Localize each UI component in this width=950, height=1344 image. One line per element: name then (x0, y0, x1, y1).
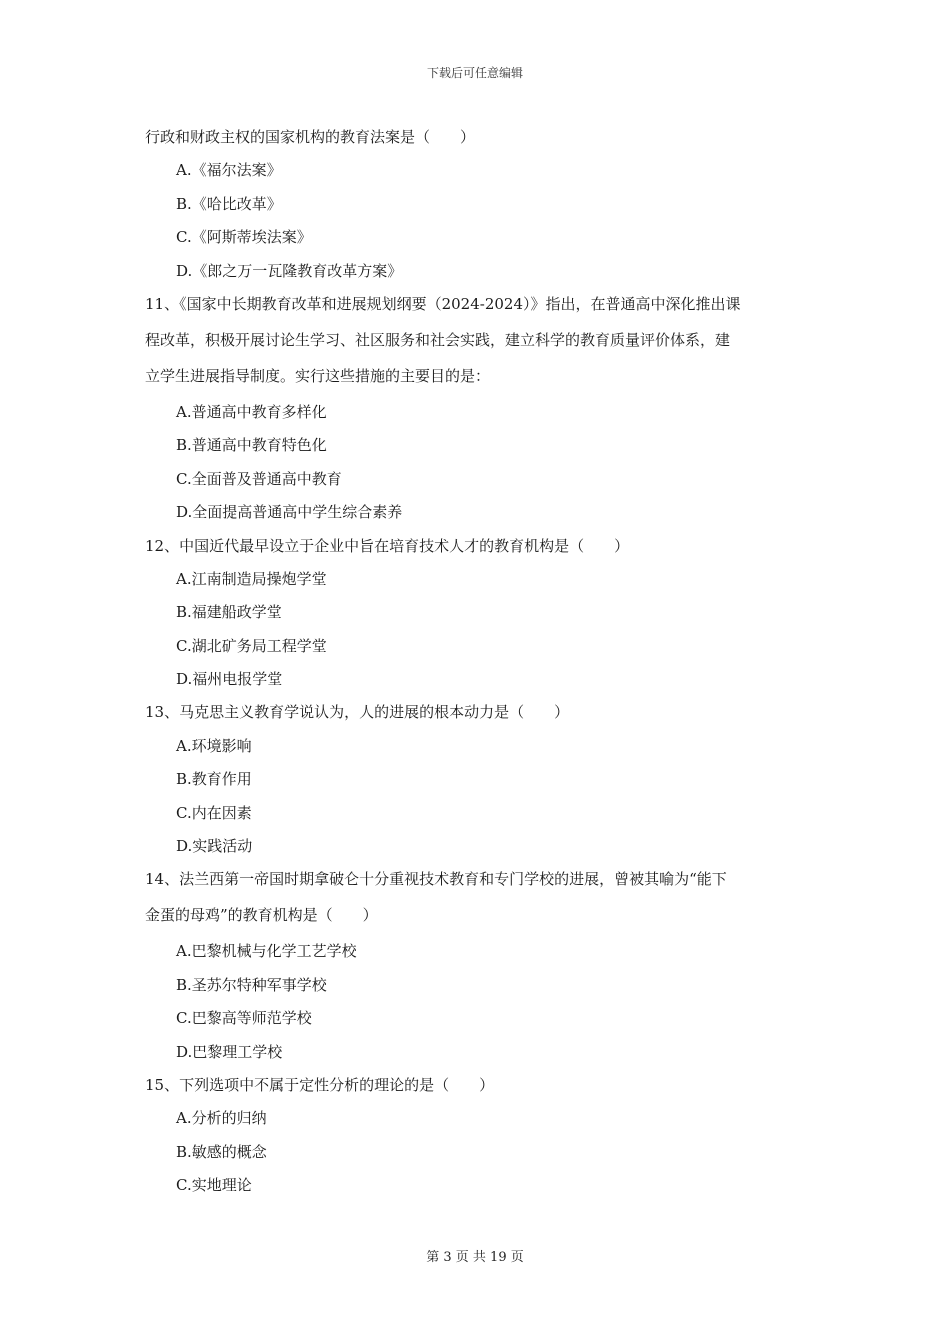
answer-option: A.分析的归纳 (176, 1109, 267, 1128)
answer-option: C.全面普及普通高中教育 (176, 469, 342, 488)
answer-option: C.实地理论 (176, 1176, 252, 1195)
answer-option: C.巴黎高等师范学校 (176, 1009, 312, 1028)
answer-option: B.《哈比改革》 (176, 194, 282, 213)
answer-option: D.全面提高普通高中学生综合素养 (176, 503, 403, 522)
answer-option: B.教育作用 (176, 770, 252, 789)
answer-option: C.内在因素 (176, 803, 252, 822)
question-14-line-2: 金蛋的母鸡”的教育机构是（ ） (145, 906, 378, 925)
answer-option: B.敏感的概念 (176, 1142, 267, 1161)
answer-option: A.巴黎机械与化学工艺学校 (176, 942, 357, 961)
answer-option: A.江南制造局操炮学堂 (176, 569, 327, 588)
answer-option: A.《福尔法案》 (176, 161, 282, 180)
question-13: 13、马克思主义教育学说认为，人的进展的根本动力是（ ） (145, 703, 570, 722)
question-15: 15、下列选项中不属于定性分析的理论的是（ ） (145, 1075, 495, 1094)
question-text-line: 行政和财政主权的国家机构的教育法案是（ ） (145, 128, 476, 146)
answer-option: D.福州电报学堂 (176, 670, 283, 689)
answer-option: B.福建船政学堂 (176, 603, 282, 622)
answer-option: D.《郎之万一瓦隆教育改革方案》 (176, 261, 403, 280)
question-11-line-3: 立学生进展指导制度。实行这些措施的主要目的是： (145, 366, 491, 385)
answer-option: A.环境影响 (176, 736, 252, 755)
question-12: 12、中国近代最早设立于企业中旨在培育技术人才的教育机构是（ ） (145, 536, 630, 555)
answer-option: C.《阿斯蒂埃法案》 (176, 228, 312, 247)
answer-option: B.普通高中教育特色化 (176, 436, 327, 455)
answer-option: B.圣苏尔特种军事学校 (176, 975, 327, 994)
page-header: 下载后可任意编辑 (426, 66, 523, 80)
answer-option: A.普通高中教育多样化 (176, 402, 327, 421)
page-footer: 第 3 页 共 19 页 (426, 1250, 524, 1265)
question-11-line-1: 11、《国家中长期教育改革和进展规划纲要（2024-2024）》指出，在普通高中深化推出课 (145, 294, 741, 313)
question-14-line-1: 14、法兰西第一帝国时期拿破仑十分重视技术教育和专门学校的进展，曾被其喻为“能下 (145, 870, 727, 889)
answer-option: D.实践活动 (176, 837, 253, 856)
question-11-line-2: 程改革，积极开展讨论生学习、社区服务和社会实践，建立科学的教育质量评价体系，建 (145, 330, 731, 349)
document-body (145, 124, 810, 1206)
answer-option: C.湖北矿务局工程学堂 (176, 636, 327, 655)
answer-option: D.巴黎理工学校 (176, 1042, 283, 1061)
